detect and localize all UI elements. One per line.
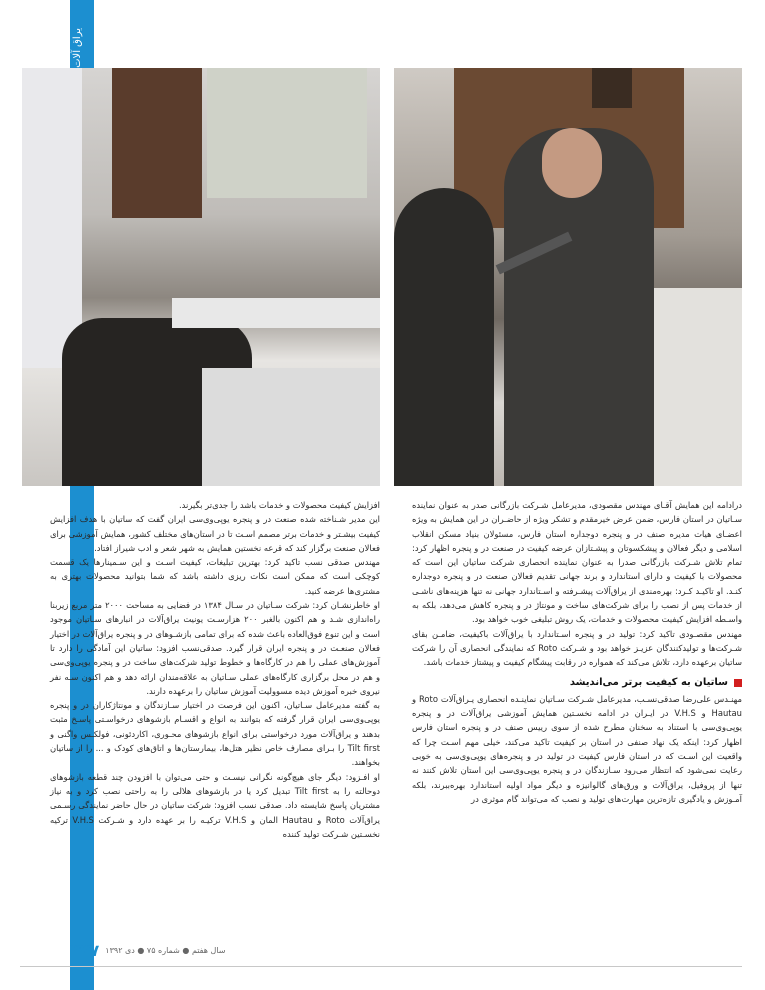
paragraph: او افـزود: دیگر جای هیچ‌گونه نگرانی نیسـت و حتی می‌توان با افزودن چند قطعه بازشوهای دوحالته را به Tilt first تبدیل کرد یا در بازشوهای هلالی را به راحتی نصب کرد و به نیاز مشتریان پاسخ شایسته داد. صدقی نسب افزود: شرکت ساتیان در حال حاضر نمایندگی رسـمی یراق‌آلات Roto و Hautau المان و V.H.S ترکیـه را بر عهده دارد و شـرکت V.H.S ترکیه نخسـتین شـرکت تولید کننده xyxy=(50,771,381,839)
paragraph: مهنـدس علی‌رضا صدقی‌نسـب، مدیرعامل شـرکت سـاتیان نماینـده انحصاری یـراق‌آلات Roto و Hautau و V.H.S در ایـران در ادامه نخسـتین همایش آموزشی یراق‌آلات در و پنجره یوپی‌وی‌سی با استناد به سخنان مطرح شده از سوی رییس صنف در و پنجره استان فارس اظهار کرد: اینکه یک نهاد صنفی در استان بر کیفیت تاکید می‌کند، خیلی مهم اسـت چرا که واقعیت این اسـت که در استان فارس کیفیت در تولید در و پنجره‌های یوپی‌وی‌سی به خوبی رعایت نمی‌شود که انتظار می‌رود سـازندگان در و پنجره یوپی‌وی‌سی این استان تلاش کنند نه تنها از پروفیل، یراق‌آلات و ورق‌های گالوانیزه و دیگر مواد اولیه استاندارد بهره‌ببرند، بلکه آمـوزش و یادگیری تازه‌ترین مهارت‌های تولید و نصب که می‌تواند گام موثری در xyxy=(412,693,742,804)
portrait-frame-shape xyxy=(592,68,632,108)
page-footer xyxy=(70,940,270,960)
banner-shape xyxy=(22,68,82,368)
article-right-column xyxy=(412,498,742,806)
person-left-shape xyxy=(394,188,494,486)
face-shape xyxy=(542,128,602,198)
heading-square-icon xyxy=(734,679,742,687)
curtain-shape xyxy=(112,68,202,218)
heading-text: ساتیان به کیفیت برتر می‌اندیشد xyxy=(569,676,728,688)
paragraph: مهندس صدقی نسب تاکید کرد: بهترین تبلیغات، کیفیت اسـت و این سـمینارها یک قسمت کوچکی است که ممکن است نکات ریزی داشته باشد که شما بتوانید محصولات بهتری به مشتری‌ها عرضه کنید. xyxy=(50,557,380,596)
section-label: یراق آلات xyxy=(72,28,83,68)
paragraph: درادامه این همایش آقـای مهندس مقصودی، مدیرعامل شـرکت بازرگانی صدر به عنوان نماینده سـاتیان در استان فارس، ضمن عرض خیرمقدم و تشکر ویژه از حاضـران در این همایش به ویژه اعضـای هیات مدیره صنف در و پنجره دوجداره استان فارس، مسئولان بنیاد مسکن انقلاب اسلامی و دیگر فعالان و پیشکسوتان و پیشـتازان عرضه کیفیت در صنعت در و پنجره اظهار کرد: تمام تلاش شـرکت بازرگانی صدرا به عنوان نماینده انحصاری شرکت ساتیان این است که محصولات با کیفیت و دارای استاندارد و برند جهانی تقدیم فعالان صنعت در و پنجره دوجداره کنـد. او تاکیـد کـرد: بهره‌مندی از یراق‌آلات پیشـرفته و اسـتاندارد جهانی نه تنها هزینه‌های ناشـی از خدمات پس از نصب را برای شرکت‌های ساخت و مونتاژ در و پنجره کاهش می‌دهد، بلکه به واسـطه افزایش کیفیت محصولات و خدمات، یک روش تبلیغی خوب خواهد بود. xyxy=(412,500,742,625)
footer-divider xyxy=(20,966,742,967)
paragraph: به گفته مدیرعامل سـاتیان، اکنون این فرصت در اختیار سـازندگان و مونتاژکاران در و پنجره یوپی‌وی‌سی ایران قرار گرفته که بتوانند به انواع و اقسـام بازشوهای درخواسـتی پاسـخ مثبت بدهند و یراق‌آلات مورد درخواستی برای انواع بازشوهای محـوری، اکاردئونی، فولکـس واگنی و Tilt first را بـرای مصارف خاص نظیر هتل‌ها، بیمارستان‌ها و اتاق‌های کودک و ... را از ساتیان بخواهند. xyxy=(50,700,380,768)
section-heading xyxy=(412,676,742,690)
page-number: ۳۳۷ xyxy=(70,940,100,960)
paragraph: مهندس مقصـودی تاکید کرد: تولید در و پنجره اسـتاندارد با یراق‌آلات باکیفیت، ضامـن بقای شـرکت‌ها و تولیدکنندگان عزیـز خواهد بود و شـرکت Roto که نمایندگی انحصاری آن را شرکت ساتیان برعهده دارد، تلاش می‌کند که همواره در رقابت پیشگام کیفیت و پیشتاز خدمات باشد. xyxy=(412,628,742,668)
paragraph: او خاطرنشـان کرد: شرکت سـاتیان در سـال ۱۳۸۴ در فضایی به مساحت ۲۰۰۰ متر مربع زیربنا راه‌اندازی شـد و هم اکنون بالغبر ۲۰۰ هزارسـت یونیت یراق‌آلات در انبارهای سـاتیان موجود است و این تنوع فوق‌العاده باعث شده که برای تمامی بازشـوهای در و پنجره یراق‌آلات در اختیار فعالان صنعـت در و پنجره ایران قرار گیرد. صدقی‌نسب افزود: ساتیان این آمادگی را دارد تا آموزش‌های عملی را هم در کارگاه‌ها و خطوط تولید شرکت‌های ساخت در و پنجره یوپی‌وی‌سی و هم در محل برگزاری کارگاه‌های عملی سـاتیان به علاقه‌مندان ارائه دهد و هم اکنون سـه نفر نیروی خبره آموزش دیده مسوولیت آموزش ساتیان را برعهده دارند. xyxy=(50,600,381,696)
photo-speaker-microphone xyxy=(394,68,742,486)
paragraph: افزایش کیفیت محصولات و خدمات باشد را جدی‌تر بگیرند. xyxy=(178,500,380,510)
hardware-display-shape xyxy=(202,368,380,486)
projector-screen-shape xyxy=(207,68,367,198)
table-shape xyxy=(172,298,380,328)
photo-meeting-table xyxy=(22,68,380,486)
paragraph: این مدیر شـناخته شده صنعت در و پنجره یوپی‌وی‌سی ایران گفت که ساتیان با هدف افزایش کیفیت بیشـتر و خدمات برتر مصمم اسـت تا در استان‌های مختلف کشور، همایش آموزشی برای فعالان صنعت برگزار کند که قرعه نخستین همایش به شهر شعر و ادب شیراز افتاد. xyxy=(50,514,380,553)
table-shape xyxy=(654,288,742,486)
article-left-column xyxy=(50,498,380,841)
issue-info: سال هفتم ● شماره ۷۵ ● دی ۱۳۹۲ xyxy=(105,945,226,955)
